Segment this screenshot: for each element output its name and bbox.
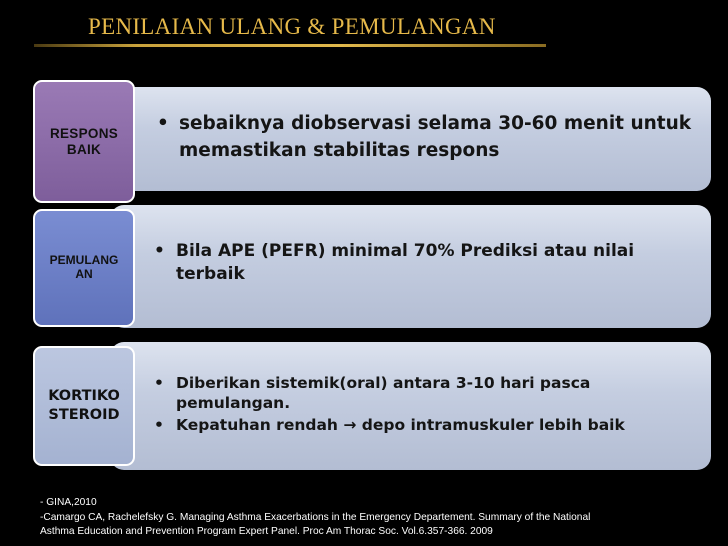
references xyxy=(40,496,680,540)
bullet-list xyxy=(157,110,697,164)
bullet-item: • Diberikan sistemik(oral) antara 3-10 hari pasca pemulangan. xyxy=(154,374,699,413)
tile-label-line: RESPONS xyxy=(49,125,119,141)
bullet-item: • Bila APE (PEFR) minimal 70% Prediksi atau nilai terbaik xyxy=(154,240,689,286)
bullet-item: • sebaiknya diobservasi selama 30-60 menit untuk memastikan stabilitas respons xyxy=(157,110,697,164)
title-underline xyxy=(34,44,546,47)
tile-label-line: AN xyxy=(75,267,93,281)
bullet-item: • Kepatuhan rendah → depo intramuskuler lebih baik xyxy=(154,416,699,436)
label-tile-kortikosteroid xyxy=(33,346,135,466)
reference-line: Asthma Education and Prevention Program Expert Panel. Proc Am Thorac Soc. Vol.6.357-366. 2009 xyxy=(40,526,493,537)
bullet-list xyxy=(154,240,689,286)
label-tile-respons-baik xyxy=(33,80,135,203)
label-tile-pemulangan xyxy=(33,209,135,327)
tile-label-line: KORTIKO xyxy=(48,388,120,405)
tile-label-line: BAIK xyxy=(66,141,102,157)
reference-line: - GINA,2010 xyxy=(40,497,97,508)
reference-line: -Camargo CA, Rachelefsky G. Managing Asthma Exacerbations in the Emergency Departement. Summary of the National xyxy=(40,511,591,523)
slide-title: PENILAIAN ULANG & PEMULANGAN xyxy=(88,14,496,39)
tile-label-line: STEROID xyxy=(48,407,120,423)
tile-label-line: PEMULANG xyxy=(49,253,119,268)
bullet-list xyxy=(154,374,699,436)
